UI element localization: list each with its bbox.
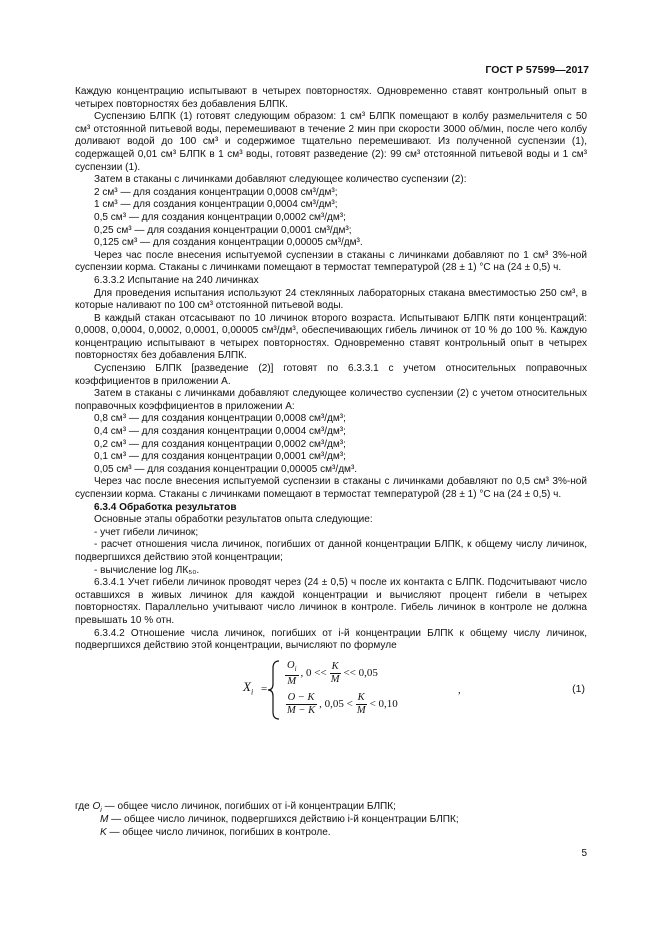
list-item: 2 см³ — для создания концентрации 0,0008 см³/дм³; (94, 186, 338, 198)
list-item: 0,25 см³ — для создания концентрации 0,0001 см³/дм³; (94, 224, 352, 236)
section-heading: 6.3.4 Обработка результатов (94, 501, 237, 513)
paragraph: 6.3.4.2 Отношение числа личинок, погибших от i-й концентрации БЛПК к общему числу личинок, подвергшихся действию этой концентрации, вычисляют по формуле (75, 627, 587, 652)
paragraph: Суспензию БЛПК (1) готовят следующим образом: 1 см³ БЛПК помещают в колбу размельчителя с 50 см³ отстоянной питьевой воды, перемешивают в течение 2 мин при скорости 3000 об/мин, после чего колбу доливают водой до 100 см³ и содержимое тщательно перемешивают. Из полученной суспензии (1), содержащей 0,01 см³ БЛПК в 1 см³ воды, готовят разведение (2): 99 см³ отстоянной питьевой воды и 1 см³ суспензии (1). (75, 111, 587, 173)
fraction: $\frac{O - K}{M - K}$ (287, 691, 316, 716)
paragraph: Каждую концентрацию испытывают в четырех повторностях. Одновременно ставят контрольный опыт в четырех повторностях без добавления БЛПК. (75, 86, 587, 110)
paragraph: Суспензию БЛПК [разведение (2)] готовят по 6.3.3.1 с учетом относительных поправочных коэффициентов в приложении А. (75, 363, 587, 387)
list-item: 0,4 см³ — для создания концентрации 0,0004 см³/дм³; (94, 426, 346, 438)
definition-line: K — общее число личинок, погибших в контроле. (100, 827, 331, 838)
list-item: 0,2 см³ — для создания концентрации 0,0002 см³/дм³; (94, 438, 346, 450)
fraction: $\frac{K}{M}$ (330, 661, 340, 686)
paragraph: Через час после внесения испытуемой суспензии в стаканы с личинками добавляют по 1 см³ 3%-ной суспензии корма. Стаканы с личинками помещают в термостат температурой (28 ± 1) °С на (24 ± 0,5) ч. (75, 249, 587, 274)
list-item: - вычисление log ЛК₅₀. (94, 564, 200, 576)
formula-case-1 (283, 660, 378, 688)
list-item: 0,5 см³ — для создания концентрации 0,0002 см³/дм³; (94, 211, 346, 223)
formula-equals: = (261, 682, 268, 695)
formula-lhs: $X_i$ (243, 678, 254, 697)
formula-trail: , (458, 683, 461, 696)
main-text (75, 86, 587, 728)
paragraph: Для проведения испытания используют 24 стеклянных лабораторных стакана вместимостью 250 см³, в которые наливают по 100 см³ отстоянной питьевой воды. (75, 287, 587, 312)
brace-icon (267, 660, 281, 720)
formula-number: (1) (572, 682, 585, 695)
paragraph: Через час после внесения испытуемой суспензии в стаканы с личинками добавляют по 0,5 см³ 3%-ной суспензии корма. Стаканы с личинками помещают в термостат температурой (28 ± 1) °С на (24 ± 0,5) ч. (75, 476, 587, 500)
condition-text: , 0,05 < (319, 697, 353, 710)
list-item: 0,1 см³ — для создания концентрации 0,0001 см³/дм³; (94, 451, 346, 463)
definition-line: M — общее число личинок, подвергшихся действию i-й концентрации БЛПК; (100, 814, 459, 825)
formula-1 (75, 656, 587, 726)
paragraph: Затем в стаканы с личинками добавляют следующее количество суспензии (2) с учетом относительных поправочных коэффициентов в приложении А: (75, 388, 587, 412)
condition-text: , 0 << (300, 667, 327, 680)
document-id: ГОСТ Р 57599—2017 (485, 64, 589, 76)
condition-text: < 0,10 (369, 697, 398, 710)
fraction: $\frac{O_i}{M}$ (287, 659, 297, 687)
subsection-title: 6.3.3.2 Испытание на 240 личинках (94, 274, 259, 286)
fraction: $\frac{K}{M}$ (356, 691, 366, 716)
list-item: - учет гибели личинок; (94, 526, 199, 538)
page-number: 5 (581, 848, 587, 859)
formula-case-2 (283, 692, 398, 717)
list-item: - расчет отношения числа личинок, погибших от данной концентрации БЛПК, к общему числу личинок, подвергшихся действию этой концентрации; (75, 539, 587, 563)
list-item: 0,05 см³ — для создания концентрации 0,00005 см³/дм³. (94, 463, 358, 475)
paragraph: В каждый стакан отсасывают по 10 личинок второго возраста. Испытывают БЛПК пяти концентраций: 0,0008, 0,0004, 0,0002, 0,0001, 0,00005 см³/дм³, обеспечивающих гибель личинок от 10 % до 100 %. Каждую концентрацию испытывают в четырех повторностях. Одновременно ставят контрольный опыт в четырех повторностях без добавления БЛПК. (75, 312, 587, 362)
paragraph: Затем в стаканы с личинками добавляют следующее количество суспензии (2): (94, 174, 467, 186)
condition-text: << 0,05 (343, 667, 378, 680)
list-item: 1 см³ — для создания концентрации 0,0004 см³/дм³; (94, 199, 338, 211)
list-item: 0,125 см³ — для создания концентрации 0,00005 см³/дм³. (94, 237, 363, 249)
definition-line: где $O_i$ — общее число личинок, погибших от i-й концентрации БЛПК; (75, 801, 396, 814)
list-item: 0,8 см³ — для создания концентрации 0,0008 см³/дм³; (94, 413, 346, 425)
paragraph: 6.3.4.1 Учет гибели личинок проводят через (24 ± 0,5) ч после их контакта с БЛПК. Подсчитывают число оставшихся в живых личинок для каждой концентрации и вычисляют процент гибели в четырех повторностях. Параллельно учитывают число личинок в контроле. Гибель личинок в контроле не должна превышать 10 % отн. (75, 577, 587, 626)
paragraph: Основные этапы обработки результатов опыта следующие: (94, 514, 373, 526)
